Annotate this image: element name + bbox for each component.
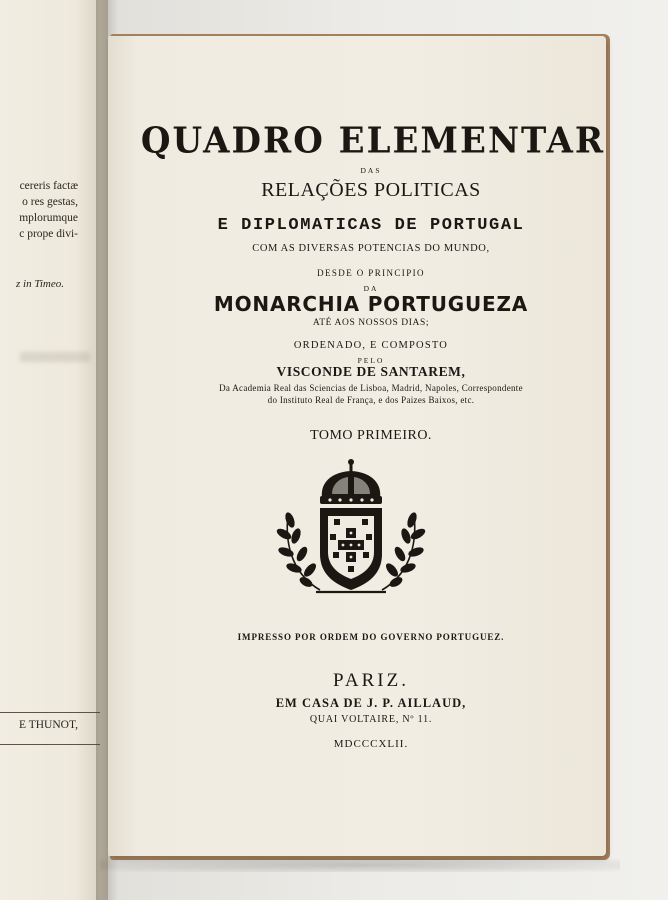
subtitle-relacoes: RELAÇÕES POLITICAS xyxy=(261,179,481,201)
monarchia-title: MONARCHIA PORTUGUEZA xyxy=(213,292,529,316)
imprint-publisher: EM CASA DE J. P. AILLAUD, xyxy=(275,696,467,710)
pelo-text: PELO xyxy=(357,356,385,365)
desde-text: DESDE O PRINCIPIO xyxy=(317,268,425,278)
book-shadow xyxy=(100,858,620,872)
show-through-ghost-text xyxy=(20,352,90,362)
author-instituto: do Instituto Real de França, e dos Paizes Baixos, etc. xyxy=(267,395,475,405)
author-name: VISCONDE DE SANTAREM, xyxy=(276,364,466,379)
left-line-1: cereris factæ xyxy=(19,180,78,192)
ate-text: ATÉ AOS NOSSOS DIAS; xyxy=(312,318,430,328)
printing-note: IMPRESSO POR ORDEM DO GOVERNO PORTUGUEZ. xyxy=(237,632,505,642)
left-line-3: mplorumque xyxy=(19,212,78,224)
left-attribution: z in Timeo. xyxy=(16,278,64,290)
left-line-2: o res gestas, xyxy=(22,196,78,208)
da-text: DA xyxy=(363,284,379,293)
left-bottom-rule xyxy=(0,744,100,745)
subtitle-potencias: COM AS DIVERSAS POTENCIAS DO MUNDO, xyxy=(252,243,490,254)
coat-of-arms-icon xyxy=(276,458,426,602)
left-page-text xyxy=(0,178,78,242)
book-title: QUADRO ELEMENTAR xyxy=(140,120,606,162)
left-top-rule xyxy=(0,712,100,713)
imprint-year: MDCCCXLII. xyxy=(333,738,409,750)
imprint-city: PARIZ. xyxy=(333,670,409,691)
left-line-4: c prope divi- xyxy=(19,228,78,240)
author-academia: Da Academia Real das Sciencias de Lisboa, Madrid, Napoles, Correspondente xyxy=(219,383,523,393)
left-page xyxy=(0,0,108,900)
subtitle-diplomaticas: E DIPLOMATICAS DE PORTUGAL xyxy=(217,216,525,235)
volume-label: TOMO PRIMEIRO. xyxy=(310,428,432,443)
left-printer-imprint: E THUNOT, xyxy=(19,719,78,731)
ordenado-text: ORDENADO, E COMPOSTO xyxy=(293,340,449,351)
das-text: DAS xyxy=(360,166,382,175)
title-page xyxy=(108,36,606,856)
imprint-address: QUAI VOLTAIRE, Nº 11. xyxy=(309,714,433,725)
